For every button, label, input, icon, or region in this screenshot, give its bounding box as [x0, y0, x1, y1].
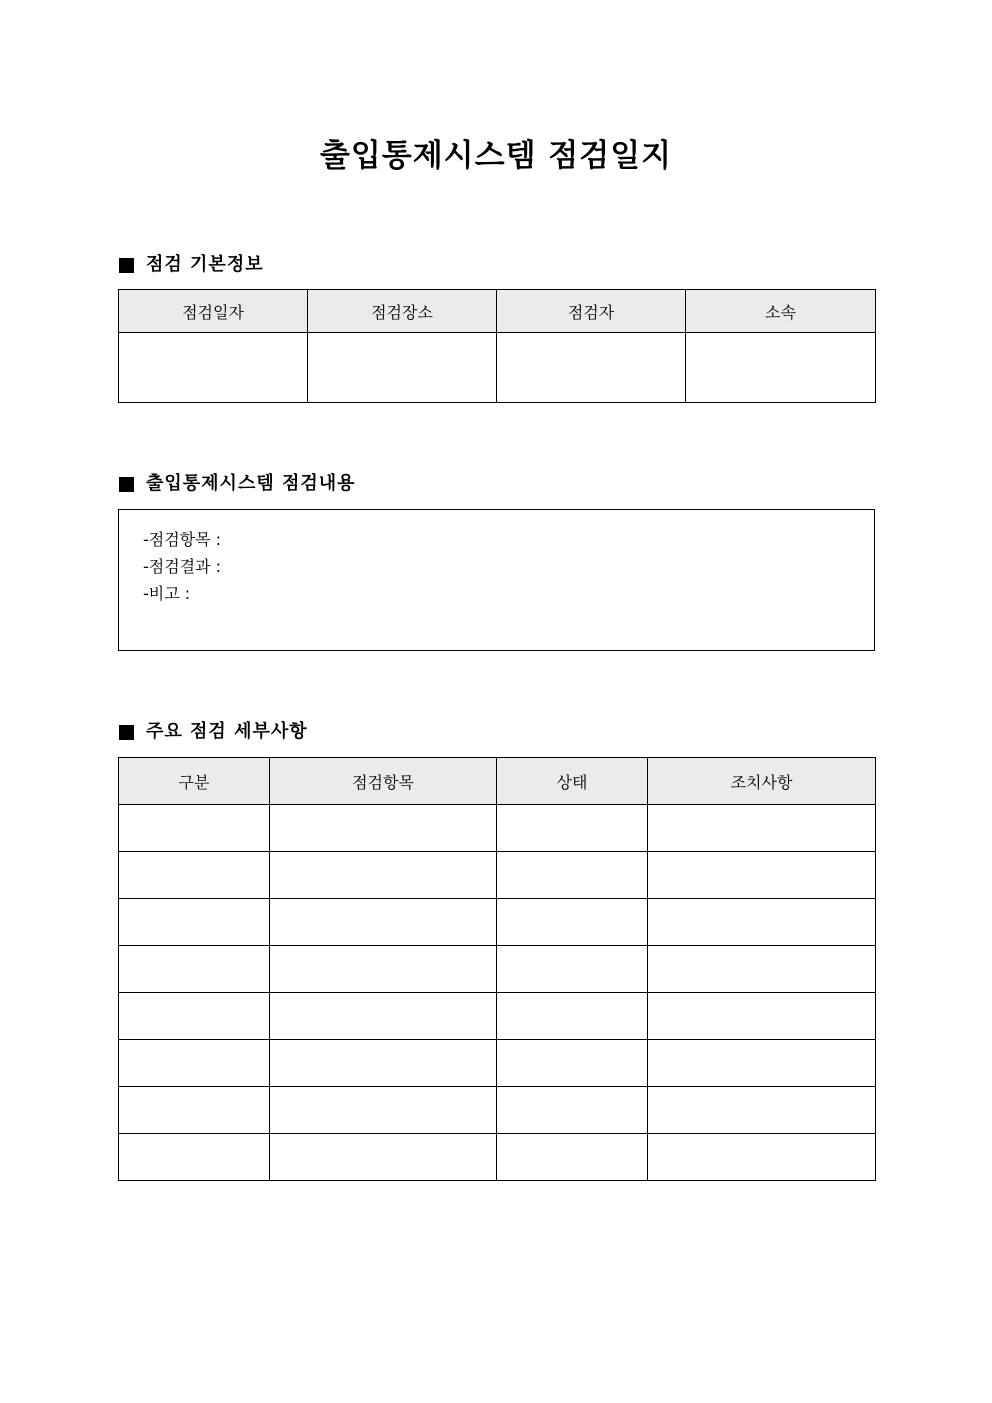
- inspection-item-cell[interactable]: [270, 946, 497, 993]
- action-taken-cell[interactable]: [648, 946, 876, 993]
- inspection-item-cell[interactable]: [270, 993, 497, 1040]
- inspection-location-cell[interactable]: [308, 333, 497, 403]
- category-cell[interactable]: [119, 1040, 270, 1087]
- inspection-item-cell[interactable]: [270, 1134, 497, 1181]
- inspection-details-table: [118, 757, 876, 1181]
- section-heading-label: 출입통제시스템 점검내용: [146, 473, 356, 494]
- category-cell[interactable]: [119, 1134, 270, 1181]
- status-cell[interactable]: [497, 899, 648, 946]
- section-heading-details: [119, 720, 308, 744]
- header-inspection-date: 점검일자: [119, 290, 308, 333]
- table-row: [119, 946, 876, 993]
- action-taken-cell[interactable]: [648, 852, 876, 899]
- table-header-row: [119, 290, 876, 333]
- square-bullet-icon: [119, 258, 134, 273]
- table-header-row: [119, 758, 876, 805]
- square-bullet-icon: [119, 725, 134, 740]
- inspection-item-cell[interactable]: [270, 899, 497, 946]
- header-category: 구분: [119, 758, 270, 805]
- section-heading-basic-info: [119, 253, 264, 277]
- category-cell[interactable]: [119, 946, 270, 993]
- header-inspection-item: 점검항목: [270, 758, 497, 805]
- status-cell[interactable]: [497, 993, 648, 1040]
- header-inspector: 점검자: [497, 290, 686, 333]
- table-row: [119, 852, 876, 899]
- action-taken-cell[interactable]: [648, 1134, 876, 1181]
- basic-info-table: [118, 289, 876, 403]
- table-row: [119, 1040, 876, 1087]
- header-action-taken: 조치사항: [648, 758, 876, 805]
- table-row: [119, 805, 876, 852]
- affiliation-cell[interactable]: [686, 333, 876, 403]
- table-row: [119, 899, 876, 946]
- status-cell[interactable]: [497, 852, 648, 899]
- category-cell[interactable]: [119, 805, 270, 852]
- status-cell[interactable]: [497, 805, 648, 852]
- inspection-content-box[interactable]: [118, 509, 875, 651]
- document-title: 출입통제시스템 점검일지: [319, 138, 673, 174]
- category-cell[interactable]: [119, 1087, 270, 1134]
- header-affiliation: 소속: [686, 290, 876, 333]
- action-taken-cell[interactable]: [648, 1087, 876, 1134]
- table-row: [119, 993, 876, 1040]
- inspection-result-line: -점검결과 :: [143, 557, 222, 576]
- status-cell[interactable]: [497, 1087, 648, 1134]
- action-taken-cell[interactable]: [648, 805, 876, 852]
- header-inspection-location: 점검장소: [308, 290, 497, 333]
- inspection-item-cell[interactable]: [270, 1040, 497, 1087]
- section-heading-label: 점검 기본정보: [146, 254, 264, 275]
- status-cell[interactable]: [497, 1040, 648, 1087]
- inspection-item-line: -점검항목 :: [143, 530, 222, 549]
- category-cell[interactable]: [119, 852, 270, 899]
- action-taken-cell[interactable]: [648, 1040, 876, 1087]
- section-heading-inspection-content: [119, 472, 356, 496]
- inspector-cell[interactable]: [497, 333, 686, 403]
- inspection-item-cell[interactable]: [270, 1087, 497, 1134]
- square-bullet-icon: [119, 477, 134, 492]
- inspection-item-cell[interactable]: [270, 805, 497, 852]
- table-row: [119, 1134, 876, 1181]
- action-taken-cell[interactable]: [648, 993, 876, 1040]
- category-cell[interactable]: [119, 899, 270, 946]
- action-taken-cell[interactable]: [648, 899, 876, 946]
- status-cell[interactable]: [497, 1134, 648, 1181]
- header-status: 상태: [497, 758, 648, 805]
- category-cell[interactable]: [119, 993, 270, 1040]
- remarks-line: -비고 :: [143, 584, 191, 603]
- table-row: [119, 1087, 876, 1134]
- inspection-date-cell[interactable]: [119, 333, 308, 403]
- table-row: [119, 333, 876, 403]
- inspection-item-cell[interactable]: [270, 852, 497, 899]
- status-cell[interactable]: [497, 946, 648, 993]
- section-heading-label: 주요 점검 세부사항: [146, 721, 308, 742]
